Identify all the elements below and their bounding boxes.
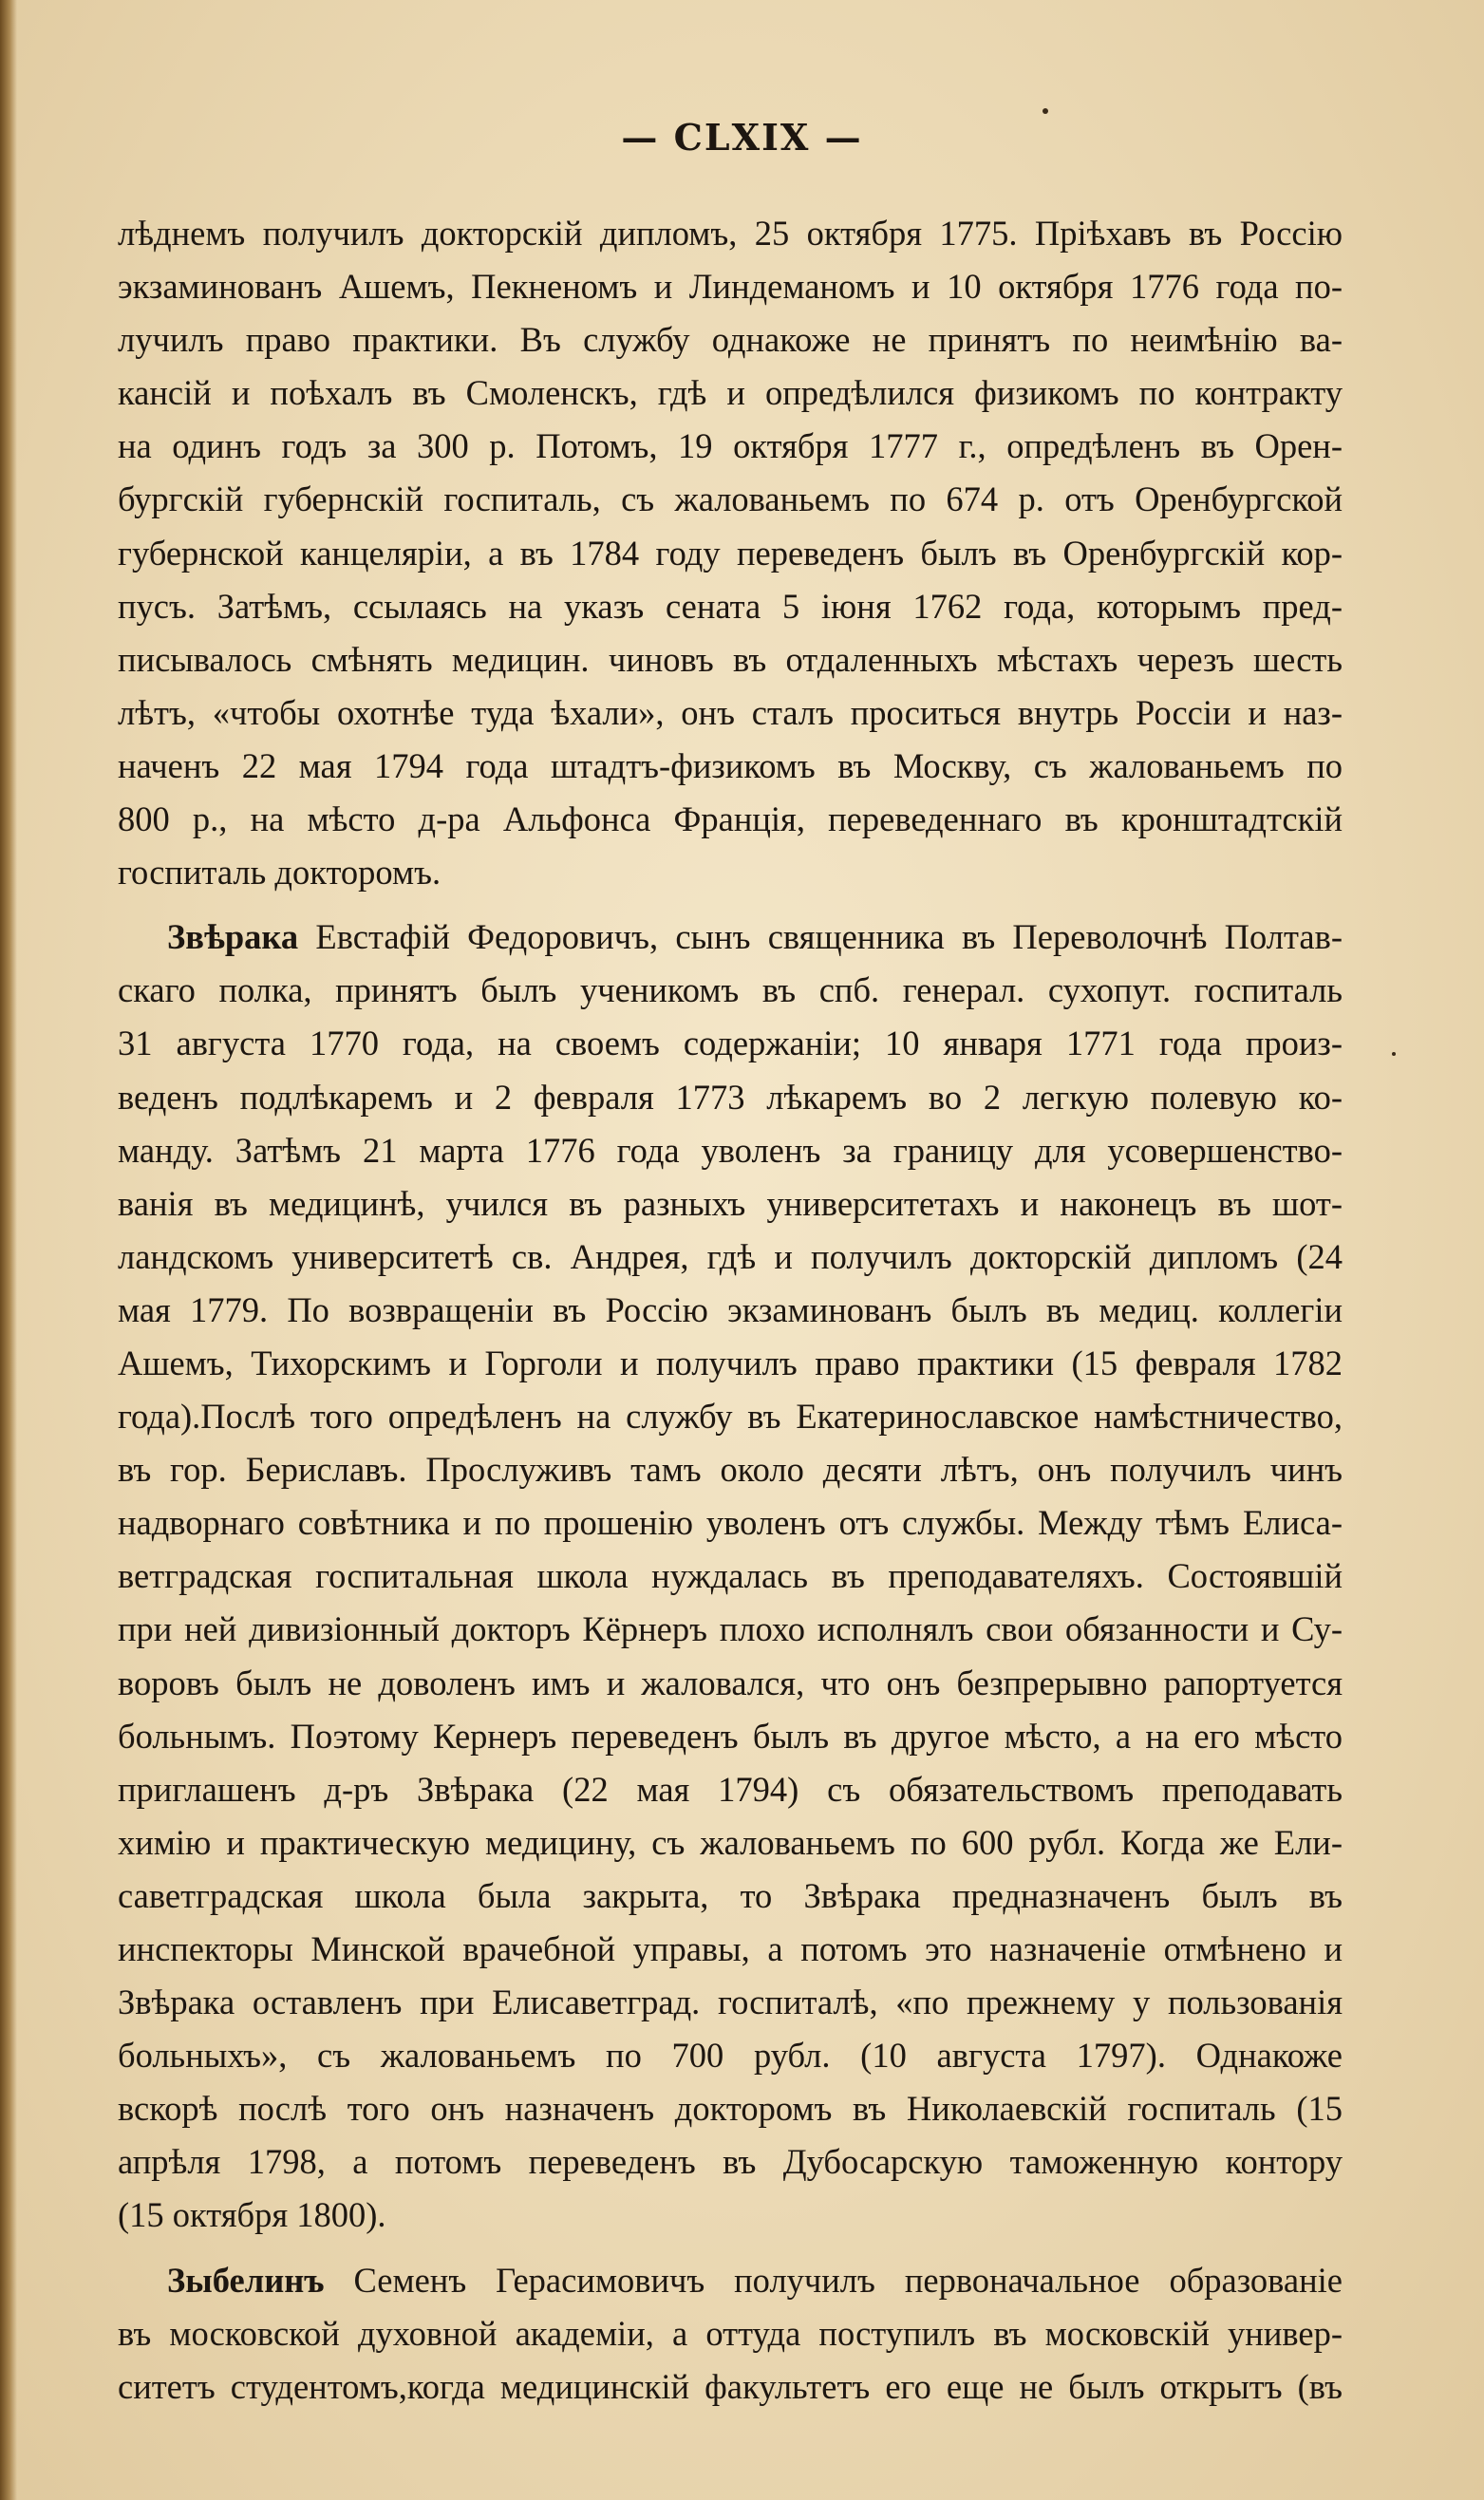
text-line: экзаминованъ Ашемъ, Пекненомъ и Линдеманомъ и 10 октября 1776 года по- bbox=[118, 267, 1343, 307]
text-line: бургскій губернскій госпиталь, съ жалованьемъ по 674 р. отъ Оренбургской bbox=[118, 479, 1343, 519]
text-line: въ гор. Бериславъ. Прослуживъ тамъ около десяти лѣтъ, онъ получилъ чинъ bbox=[118, 1450, 1343, 1490]
text-line: (15 октября 1800). bbox=[118, 2195, 386, 2235]
body-text bbox=[118, 207, 1343, 2414]
text-line: Звѣрака оставленъ при Елисаветград. госпиталѣ, «по прежнему у пользованія bbox=[118, 1983, 1343, 2022]
entry-heading: Звѣрака bbox=[167, 917, 299, 957]
text-line: писывалось смѣнять медицин. чиновъ въ отдаленныхъ мѣстахъ черезъ шесть bbox=[118, 639, 1343, 679]
text-line: мая 1779. По возвращеніи въ Россію экзаминованъ былъ въ медиц. коллегіи bbox=[118, 1289, 1343, 1329]
print-speck bbox=[1043, 108, 1048, 114]
text-line-rest: Семенъ Герасимовичъ получилъ первоначальное образованіе bbox=[353, 2260, 1343, 2300]
entry-heading: Зыбелинъ bbox=[167, 2260, 325, 2300]
text-line: инспекторы Минской врачебной управы, а потомъ это назначеніе отмѣнено и bbox=[118, 1929, 1343, 1968]
text-line bbox=[118, 911, 1343, 964]
text-line: приглашенъ д-ръ Звѣрака (22 мая 1794) съ обязательствомъ преподавать bbox=[118, 1769, 1343, 1809]
text-line: ветградская госпитальная школа нуждалась въ преподавателяхъ. Состоявшій bbox=[118, 1556, 1343, 1596]
text-line: лѣтъ, «чтобы охотнѣе туда ѣхали», онъ сталъ проситься внутрь Россіи и наз- bbox=[118, 692, 1343, 732]
page-binding-edge bbox=[0, 0, 17, 2500]
page-number: — CLXIX — bbox=[621, 116, 863, 159]
text-line: госпиталь докторомъ. bbox=[118, 853, 441, 893]
text-line: въ московской духовной академіи, а оттуда поступилъ въ московскій универ- bbox=[118, 2313, 1343, 2353]
text-line: манду. Затѣмъ 21 марта 1776 года уволенъ за границу для усовершенство- bbox=[118, 1130, 1343, 1170]
text-line: 800 р., на мѣсто д-ра Альфонса Франція, переведеннаго въ кронштадтскій bbox=[118, 799, 1343, 839]
text-line: на одинъ годъ за 300 р. Потомъ, 19 октября 1777 г., опредѣленъ въ Орен- bbox=[118, 426, 1343, 466]
text-line: химію и практическую медицину, съ жалованьемъ по 600 рубл. Когда же Ели- bbox=[118, 1822, 1343, 1862]
text-line: больнымъ. Поэтому Кернеръ переведенъ былъ въ другое мѣсто, а на его мѣсто bbox=[118, 1716, 1343, 1756]
text-line: ситетъ студентомъ,когда медицинскій факультетъ его еще не былъ открытъ (въ bbox=[118, 2366, 1343, 2406]
text-line: Ашемъ, Тихорскимъ и Горголи и получилъ право практики (15 февраля 1782 bbox=[118, 1343, 1343, 1382]
text-line: саветградская школа была закрыта, то Звѣрака предназначенъ былъ въ bbox=[118, 1875, 1343, 1915]
text-line: губернской канцеляріи, а въ 1784 году переведенъ былъ въ Оренбургскій кор- bbox=[118, 533, 1343, 573]
text-line-rest: Евстафій Федоровичъ, сынъ священника въ Переволочнѣ Полтав- bbox=[315, 917, 1343, 957]
paragraph-zybelin bbox=[118, 2254, 1343, 2414]
text-line: при ней дивизіонный докторъ Кёрнеръ плохо исполнялъ свои обязанности и Су- bbox=[118, 1609, 1343, 1649]
text-line: скаго полка, принятъ былъ ученикомъ въ спб. генерал. сухопут. госпиталь bbox=[118, 970, 1343, 1010]
text-line: ландскомъ университетѣ св. Андрея, гдѣ и получилъ докторскій дипломъ (24 bbox=[118, 1236, 1343, 1276]
paragraph-zveraka bbox=[118, 911, 1343, 2242]
text-line: наченъ 22 мая 1794 года штадтъ-физикомъ въ Москву, съ жалованьемъ по bbox=[118, 745, 1343, 785]
text-line: кансій и поѣхалъ въ Смоленскъ, гдѣ и опредѣлился физикомъ по контракту bbox=[118, 373, 1343, 413]
text-line: ванія въ медицинѣ, учился въ разныхъ университетахъ и наконецъ въ шот- bbox=[118, 1183, 1343, 1223]
print-speck bbox=[1392, 1052, 1396, 1056]
text-line: 31 августа 1770 года, на своемъ содержаніи; 10 января 1771 года произ- bbox=[118, 1024, 1343, 1063]
text-line: апрѣля 1798, а потомъ переведенъ въ Дубосарскую таможенную контору bbox=[118, 2142, 1343, 2182]
text-line: лѣднемъ получилъ докторскій дипломъ, 25 октября 1775. Пріѣхавъ въ Россію bbox=[118, 214, 1343, 253]
paragraph-continuation bbox=[118, 207, 1343, 899]
text-line bbox=[118, 2254, 1343, 2307]
text-line: лучилъ право практики. Въ службу однакоже не принятъ по неимѣнію ва- bbox=[118, 320, 1343, 360]
text-line: года).Послѣ того опредѣленъ на службу въ Екатеринославское намѣстничество, bbox=[118, 1397, 1343, 1437]
text-line: веденъ подлѣкаремъ и 2 февраля 1773 лѣкаремъ во 2 легкую полевую ко- bbox=[118, 1077, 1343, 1117]
text-line: пусъ. Затѣмъ, ссылаясь на указъ сената 5 іюня 1762 года, которымъ пред- bbox=[118, 586, 1343, 626]
text-line: вскорѣ послѣ того онъ назначенъ докторомъ въ Николаевскій госпиталь (15 bbox=[118, 2089, 1343, 2129]
text-line: воровъ былъ не доволенъ имъ и жаловался, что онъ безпрерывно рапортуется bbox=[118, 1663, 1343, 1702]
text-line: больныхъ», съ жалованьемъ по 700 рубл. (10 августа 1797). Однакоже bbox=[118, 2036, 1343, 2076]
text-line: надворнаго совѣтника и по прошенію уволенъ отъ службы. Между тѣмъ Елиса- bbox=[118, 1503, 1343, 1543]
